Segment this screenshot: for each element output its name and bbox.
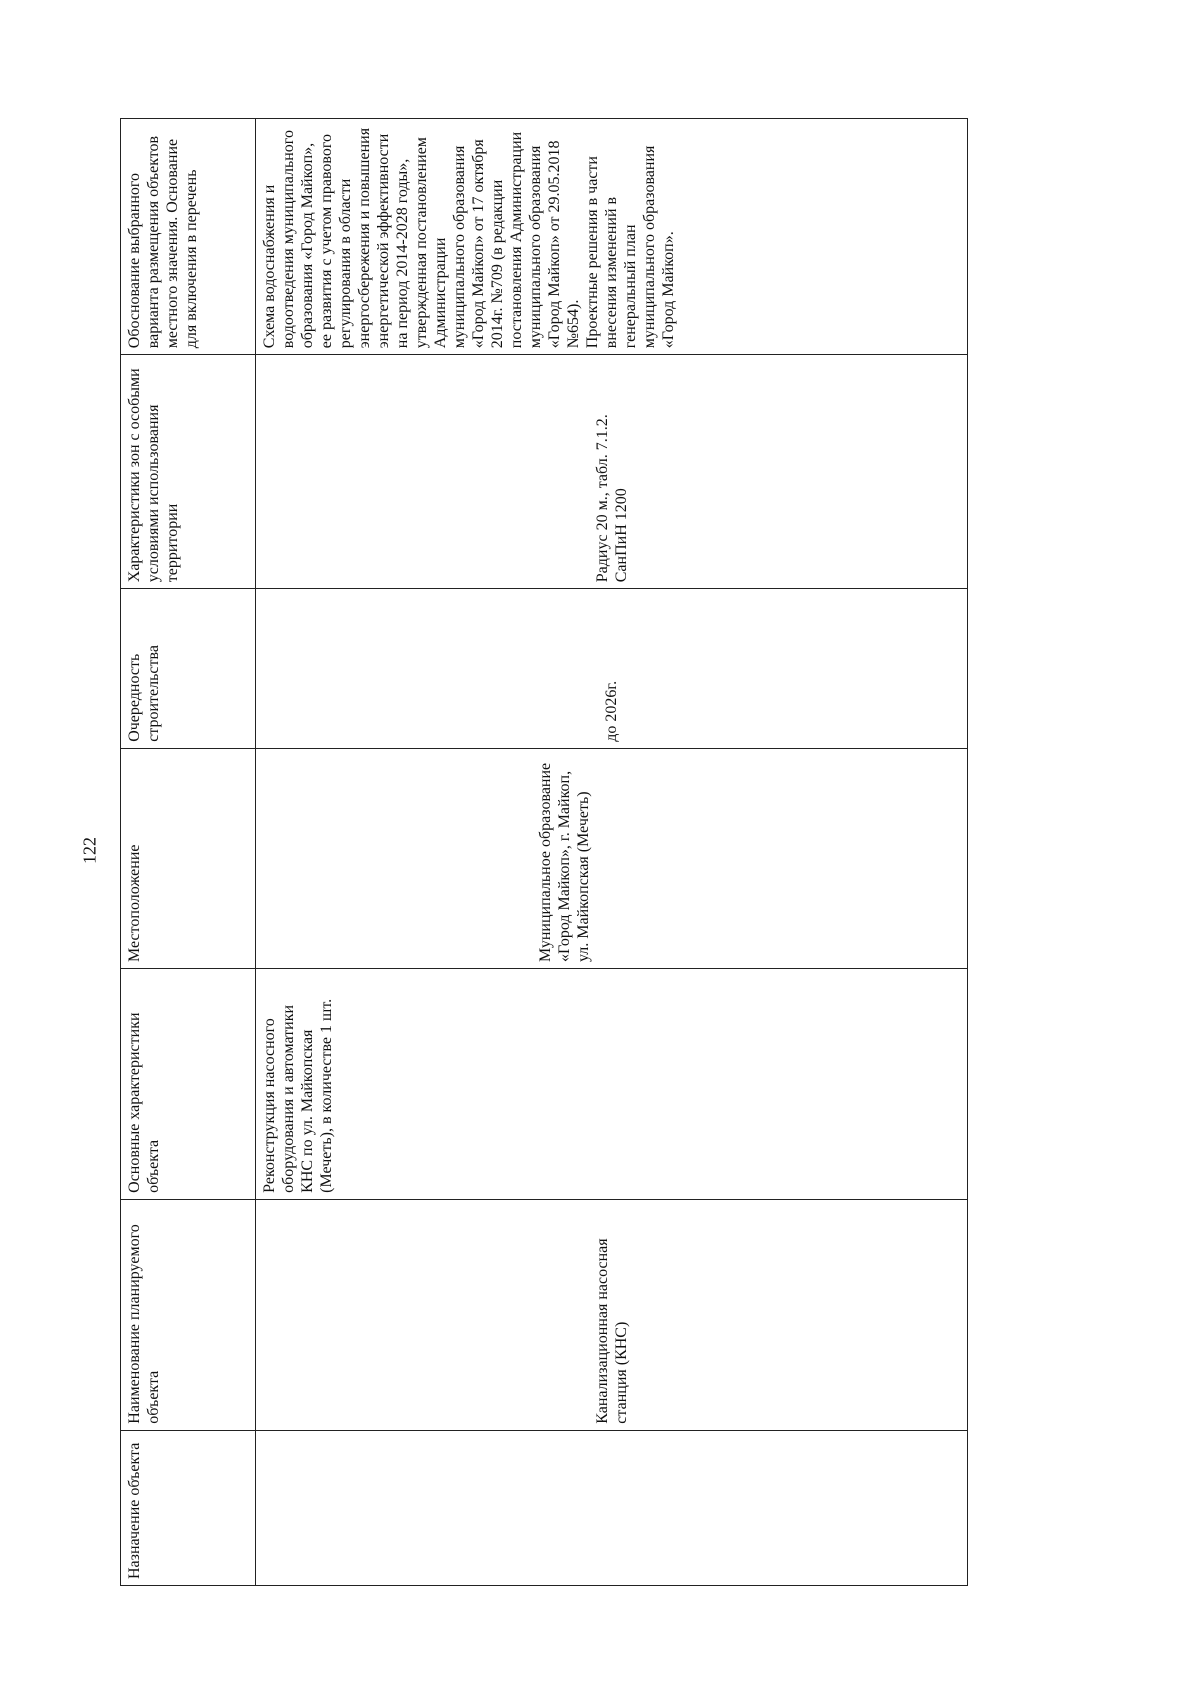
header-stage: Очередность строительства — [121, 589, 256, 749]
header-location: Местоположение — [121, 748, 256, 968]
cell-justification — [256, 119, 968, 355]
justification-paragraph-1: Схема водоснабжения и водоотведения муниципального образования «Город Майкоп», ее развития с учетом правового регулирования в области энергосбережения и повышения энергетической эффективности на период 2014-2028 годы», утвержденная постановлением Администрации муниципального образования «Город Майкоп» от 17 октября 2014г. №709 (в редакции постановления Администрации муниципального образования «Город Майкоп» от 29.05.2018 №654). — [261, 127, 582, 349]
justification-paragraph-2: Проектные решения в части внесения изменений в генеральный план муниципального образования «Город Майкоп». — [584, 145, 677, 349]
table-container — [120, 118, 968, 1586]
table-header-row — [121, 119, 256, 1586]
cell-name: Канализационная насосная станция (КНС) — [256, 1199, 968, 1430]
page-number: 122 — [79, 837, 100, 864]
header-zones: Характеристики зон с особыми условиями использования территории — [121, 355, 256, 589]
header-purpose: Назначение объекта — [121, 1430, 256, 1585]
objects-table — [120, 118, 968, 1586]
table-row — [256, 119, 968, 1586]
header-name: Наименование планируемого объекта — [121, 1199, 256, 1430]
cell-zones: Радиус 20 м., табл. 7.1.2. СанПиН 1200 — [256, 355, 968, 589]
cell-characteristics: Реконструкция насосного оборудования и автоматики КНС по ул. Майкопская (Мечеть), в количестве 1 шт. — [256, 969, 968, 1200]
cell-purpose — [256, 1430, 968, 1585]
header-characteristics: Основные характеристики объекта — [121, 969, 256, 1200]
table-rotator — [120, 118, 968, 1586]
cell-stage: до 2026г. — [256, 589, 968, 749]
cell-location: Муниципальное образование «Город Майкоп», г. Майкоп, ул. Майкопская (Мечеть) — [256, 748, 968, 968]
header-justification: Обоснование выбранного варианта размещения объектов местного значения. Основание для включения в перечень — [121, 119, 256, 355]
